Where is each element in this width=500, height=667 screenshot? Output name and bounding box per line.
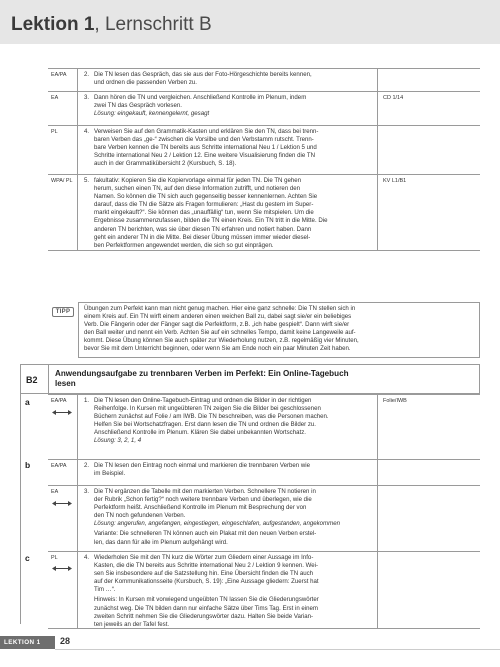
section-title: Anwendungsaufgabe zu trennbaren Verben im Perfekt: Ein Online-Tagebuch lesen (55, 369, 349, 388)
social-form: EA (48, 92, 78, 125)
social-form: EA (48, 486, 78, 551)
step-number: 2. (84, 462, 90, 469)
solution: Lösung: 3, 2, 1, 4 (94, 437, 142, 445)
step-text: 3. Die TN ergänzen die Tabelle mit den markierten Verben. Schnellere TN notieren in der Rubrik „Schon fertig?“ noch weitere trennbare Verben und überlegen, wie die Perfektform heißt. Anschließend Kontrolle im Plenum mit Besprechung der von den TN noch gefundenen Verben. Lösung: angerufen, angefangen, eingestiegen, eingeschlafen, aufgestanden, angekommen Variante: Die schnelleren TN können auch ein Plakat mit den neuen Verben erstel- len, das dann für alle im Plenum aufgehängt wird. (78, 486, 378, 551)
material (378, 126, 480, 128)
step-text: 1. Die TN lesen den Online-Tagebuch-Eintrag und ordnen die Bilder in der richtigen Reihenfolge. In Kursen mit ungeübteren TN zeigen Sie die Bilder bei geschlossenen Büchern zunächst auf Folie / am IWB. Die TN beschreiben, was die Personen machen. Helfen Sie bei Wortschatzfragen. Erst dann lesen die TN und ordnen die Bilder zu. Anschließend Kontrolle im Plenum. Klären Sie dabei unbekannten Wortschatz. Lösung: 3, 2, 1, 4 (78, 395, 378, 459)
material (378, 69, 480, 71)
section-header-b2 (20, 364, 480, 394)
table-row (48, 394, 480, 459)
tipp-box: Übungen zum Perfekt kann man nicht genug machen. Hier eine ganz schnelle: Die TN stellen sich in einem Kreis auf. Ein TN wirft einem anderen einen weichen Ball zu, dabei sagt sie/er ein beliebiges Verb. Die Fängerin oder der Fänger sagt die Perfektform, z.B. „ich habe gespielt“. Dann wirft sie/er den Ball weiter und nennt ein Verb. Achten Sie auf ein schnelles Tempo, damit keine Langeweile auf- kommt. Diese Übung können Sie auch später zur Wiederholung nutzen, z.B. regelmäßig vier Minuten, bevor Sie mit dem Unterricht beginnen, oder wenn Sie am Ende noch ein paar Minuten Zeit haben. (78, 302, 480, 358)
step-text: 3. Dann hören die TN und vergleichen. Anschließend Kontrolle im Plenum, indem zwei TN das Gespräch vorlesen. Lösung: eingekauft, kennengelernt, gesagt (78, 92, 378, 125)
variant: Variante: Die schnelleren TN können auch ein Plakat mit den neuen Verben erstel- (94, 530, 317, 538)
social-form: EA/PA (48, 69, 78, 91)
page-title (11, 14, 212, 36)
material: KV L1/B1 (383, 178, 407, 184)
lesson-step: , Lernschritt B (94, 14, 212, 35)
footer-divider (55, 649, 500, 650)
social-form: PL (48, 126, 78, 174)
step-number: 4. (84, 128, 90, 135)
solution: Lösung: angerufen, angefangen, eingestiegen, eingeschlafen, aufgestanden, angekommen (94, 520, 340, 528)
step-number: 3. (84, 488, 90, 495)
step-text: 4. Verweisen Sie auf den Grammatik-Kasten und erklären Sie den TN, dass bei trenn- baren Verben das „ge-“ zwischen die Vorsilbe und den Verbstamm rutscht. Trenn- bare Verben kennen die TN bereits aus Schritte international Neu 1 / Lektion 5 und Schritte international Neu 2 / Lektion 12. Eine weitere Visualisierung finden die TN auch in der Grammatikübersicht 2 (Kursbuch, S. 18). (78, 126, 378, 174)
table-row (48, 174, 480, 251)
step-text: 5. fakultativ: Kopieren Sie die Kopiervorlage einmal für jeden TN. Die TN gehen herum, suchen einen TN, auf den diese Information zutrifft, und notieren den Namen. So können die TN sich auch gegenseitig besser kennenlernen. Achten Sie darauf, dass die TN die Sätze als Fragen formulieren: „Hast du gestern im Super- markt eingekauft?“. Sie können das „unauffällig“ tun, wenn Sie mitspielen. Um die Ergebnisse zusammenzufassen, bilden die TN einen Kreis. Ein TN tritt in die Mitte. Die anderen TN berichten, was sie über diesen TN erfahren und notiert haben. Dann geht ein anderer TN in die Mitte. Bei dieser Übung müssen immer wieder diesel- ben Perfektformen angewendet werden, die sich so gut einprägen. (78, 175, 378, 250)
task-letter: a (25, 397, 30, 407)
step-number: 1. (84, 397, 90, 404)
step-text: 2. Die TN lesen das Gespräch, das sie aus der Foto-Hörgeschichte bereits kennen, und ordnen die passenden Verben zu. (78, 69, 378, 91)
social-form: EA/PA (48, 395, 78, 459)
step-number: 2. (84, 71, 90, 78)
material: CD 1/14 (383, 95, 404, 101)
table-row (48, 125, 480, 174)
page-number: 28 (60, 636, 71, 646)
material: Folie/IWB (383, 398, 407, 404)
table-row (48, 485, 480, 551)
step-number: 4. (84, 554, 90, 561)
social-form: WPA/ PL (48, 175, 78, 250)
footer-lesson-tab: LEKTION 1 (0, 636, 55, 649)
lesson-name: Lektion 1 (11, 14, 95, 35)
table-row (48, 551, 480, 629)
step-text: 2. Die TN lesen den Eintrag noch einmal und markieren die trennbaren Verben wie im Beispiel. (78, 460, 378, 485)
material (378, 460, 480, 462)
step-number: 5. (84, 177, 90, 184)
table-row (48, 91, 480, 125)
material (378, 552, 480, 554)
social-form: EA/PA (48, 460, 78, 485)
solution: Lösung: eingekauft, kennengelernt, gesagt (94, 110, 210, 118)
social-form: PL (48, 552, 78, 628)
step-text: 4. Wiederholen Sie mit den TN kurz die Wörter zum Gliedern einer Aussage im Info- Kasten, die die TN bereits aus Schritte international Neu 2 / Lektion 9 kennen. Wei- sen Sie insbesondere auf die Satzstellung hin. Eine Übersicht finden die TN auch auf der Kommunikationsseite (Kursbuch, S. 19): „Eine Aussage gliedern: Zuerst hat Tim …“. Hinweis: In Kursen mit vorwiegend ungeübten TN lassen Sie die Gliederungswörter zunächst weg. Die TN bilden dann nur einfache Sätze über Tims Tag. Erst in einem zweiten Schritt nehmen Sie die Gliederungswörter dazu. Halten Sie beide Varian- ten jeweils an der Tafel fest. (78, 552, 378, 628)
table-row (48, 68, 480, 91)
step-number: 3. (84, 94, 90, 101)
task-letter: b (25, 460, 31, 470)
task-letter: c (25, 553, 30, 563)
section-label: B2 (21, 365, 49, 394)
left-rail (20, 394, 48, 624)
table-row (48, 459, 480, 485)
material (378, 486, 480, 488)
tipp-badge: TIPP (52, 307, 74, 317)
hint: Hinweis: In Kursen mit vorwiegend ungeübten TN lassen Sie die Gliederungswörter (94, 596, 319, 604)
